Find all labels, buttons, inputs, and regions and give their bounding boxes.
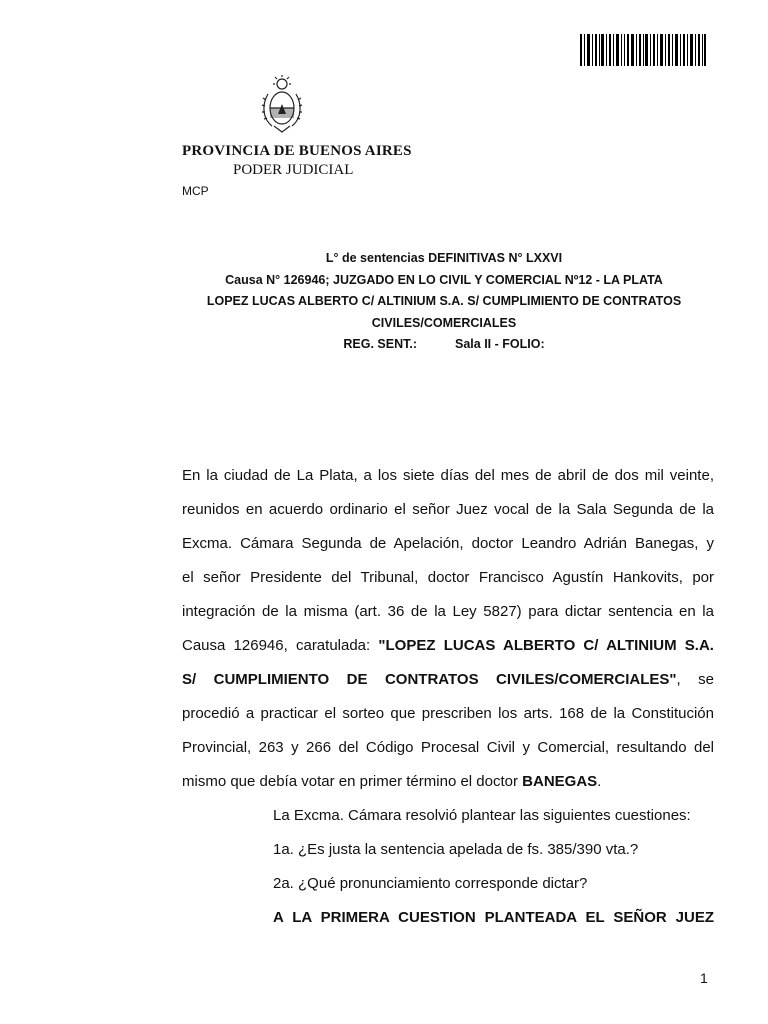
case-header	[180, 248, 708, 356]
registry-label: REG. SENT.:	[343, 337, 418, 351]
body-text-fragment: mismo que debía votar en primer término el doctor	[182, 773, 523, 790]
case-caption-bold: S/ CUMPLIMIENTO DE CONTRATOS CIVILES/COMERCIALES"	[182, 671, 677, 688]
sentence-book: L° de sentencias DEFINITIVAS N° LXXVI	[325, 251, 563, 265]
body-text-fragment: Causa 126946, caratulada:	[182, 637, 379, 654]
case-caption-bold: "LOPEZ LUCAS ALBERTO C/ ALTINIUM S.A.	[378, 637, 714, 654]
body-line	[182, 629, 714, 663]
registry-line	[180, 334, 708, 356]
body-line: el señor Presidente del Tribunal, doctor Francisco Agustín Hankovits, por	[182, 569, 714, 586]
ruling-body	[182, 459, 714, 935]
body-line: En la ciudad de La Plata, a los siete días del mes de abril de dos mil veinte,	[182, 467, 714, 484]
case-title-line-1: LOPEZ LUCAS ALBERTO C/ ALTINIUM S.A. S/ CUMPLIMIENTO DE CONTRATOS	[206, 294, 682, 308]
body-line	[182, 765, 714, 799]
opening-paragraph	[182, 459, 714, 799]
page-number: 1	[700, 970, 708, 986]
body-line: Excma. Cámara Segunda de Apelación, doctor Leandro Adrián Banegas, y	[182, 535, 714, 552]
judge-name-bold: BANEGAS	[522, 773, 598, 790]
body-text-fragment: , se	[676, 671, 714, 688]
question-2: 2a. ¿Qué pronunciamiento corresponde dictar?	[273, 875, 588, 892]
question-1: 1a. ¿Es justa la sentencia apelada de fs. 385/390 vta.?	[273, 841, 639, 858]
questions-intro: La Excma. Cámara resolvió plantear las siguientes cuestiones:	[273, 807, 691, 824]
barcode	[580, 34, 706, 66]
body-line: reunidos en acuerdo ordinario el señor Juez vocal de la Sala Segunda de la	[182, 501, 714, 518]
case-number: Causa N° 126946; JUZGADO EN LO CIVIL Y COMERCIAL Nº12 - LA PLATA	[225, 272, 663, 287]
body-line: procedió a practicar el sorteo que prescriben los arts. 168 de la Constitución	[182, 705, 714, 722]
folio-label: Sala II - FOLIO:	[455, 337, 545, 351]
body-line	[182, 663, 714, 697]
body-line: Provincial, 263 y 266 del Código Procesal Civil y Comercial, resultando del	[182, 739, 714, 756]
judicial-branch-heading: PODER JUDICIAL	[233, 162, 354, 178]
body-text-fragment: .	[597, 773, 602, 790]
body-line: integración de la misma (art. 36 de la Ley 5827) para dictar sentencia en la	[182, 603, 714, 620]
case-title-line-2: CIVILES/COMERCIALES	[371, 315, 517, 330]
province-heading: PROVINCIA DE BUENOS AIRES	[182, 143, 412, 159]
section-heading: A LA PRIMERA CUESTION PLANTEADA EL SEÑOR JUEZ	[273, 909, 714, 926]
author-initials: MCP	[182, 184, 209, 198]
coat-of-arms-icon	[260, 74, 304, 134]
